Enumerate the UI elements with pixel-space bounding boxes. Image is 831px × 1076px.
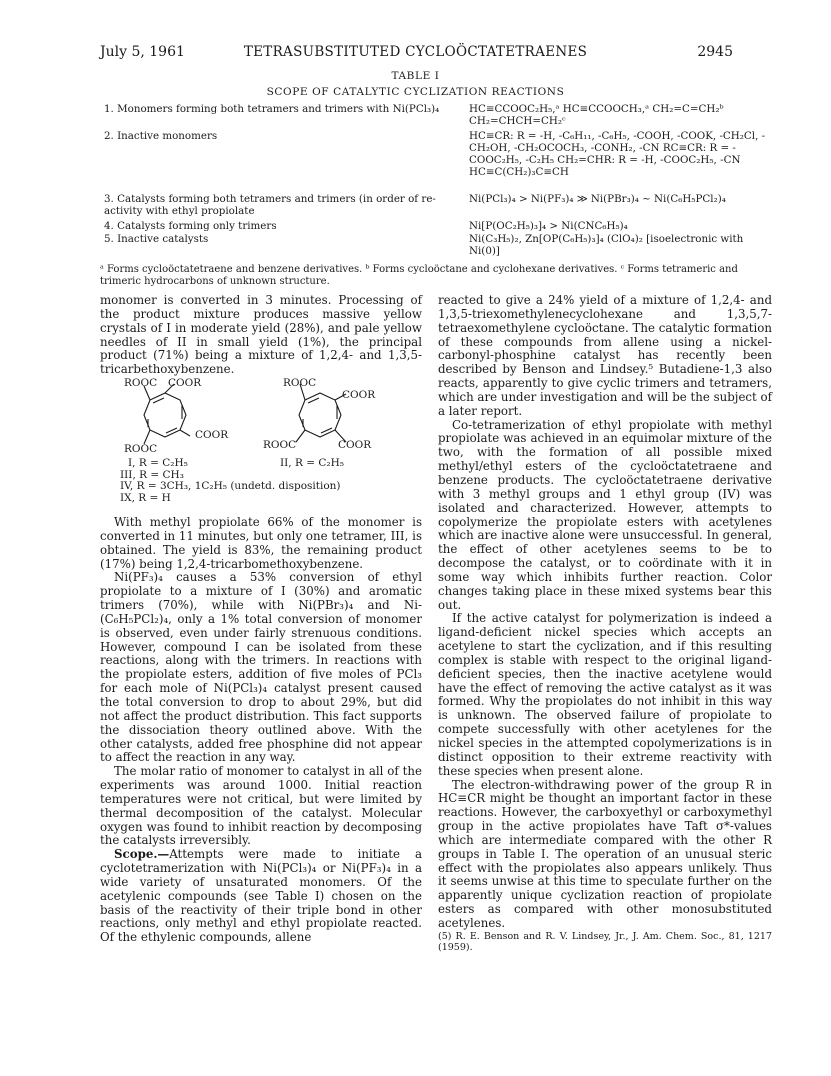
section-heading: Scope.— — [114, 847, 170, 862]
paragraph: The electron-withdrawing power of the group R in HC≡CR might be thought an important factor in these reactions. However, the carboxyethyl or carboxymethyl group in the active propiolates have Taft σ*-values which are intermediate compared with the other R groups in Table I. The operation of an unusual steric effect with the propiolates also appears unlikely. Thus it seems unwise at this time to speculate further on the apparently unique cyclization reaction of propiolate esters as compared with other monosubstituted acetylenes. — [438, 777, 772, 930]
substituent-label: ROOC — [263, 439, 297, 451]
table-row-right: HC≡CCOOC₂H₅,ᵃ HC≡CCOOCH₃,ᵃ CH₂=C=CH₂ᵇ CH₂=CHCH=CH₂ᶜ — [469, 103, 724, 127]
substituent-label: COOR — [168, 377, 202, 389]
paragraph: monomer is converted in 3 minutes. Processing of the product mixture produces massive yellow crystals of I in moderate yield (28%), and pale yellow needles of II in small yield (1%), the principal product (71%) being a mixture of 1,2,4- and 1,3,5-tricarbethoxybenzene. — [100, 293, 422, 377]
structure-figure — [120, 378, 420, 513]
compound-label: IV, R = 3CH₃, 1C₂H₅ (undetd. disposition) — [120, 480, 341, 492]
reference-footnote: (5) R. E. Benson and R. V. Lindsey, Jr., J. Am. Chem. Soc., 81, 1217 (1959). — [438, 930, 772, 954]
header-page-number: 2945 — [697, 44, 733, 60]
paragraph: If the active catalyst for polymerization is indeed a ligand-deficient nickel species which accepts an acetylene to start the cyclization, and if this resulting complex is stable with respect to the original ligand-deficient species, then the inactive acetylene would have the effect of removing the active catalyst as it was formed. Why the propiolates do not inhibit in this way is unknown. The observed failure of propiolate to compete successfully with other acetylenes for the nickel species in the attempted copolymerizations is in distinct opposition to their extreme reactivity with these species when present alone. — [438, 611, 772, 778]
table-row-right: HC≡CR: R = -H, -C₆H₁₁, -C₆H₅, -COOH, -COOK, -CH₂Cl, -CH₂OH, -CH₂OCOCH₃, -CONH₂, -CN RC≡CR: R = -COOC₂H₅, -C₂H₅ CH₂=CHR: R = -H, -COOC₂H₅, -CN HC≡C(CH₂)₃C≡CH — [469, 130, 766, 178]
table-row-right: Ni(PCl₃)₄ > Ni(PF₃)₄ ≫ Ni(PBr₃)₄ ∼ Ni(C₆H₅PCl₂)₄ — [469, 193, 726, 205]
paragraph — [100, 848, 422, 945]
table-label: TABLE I — [391, 70, 440, 82]
paragraph-text: Attempts were made to initiate a cyclotetramerization with Ni(PCl₃)₄ or Ni(PF₃)₄ in a wide variety of unsaturated monomers. Of the acetylenic compounds (see Table I) chosen on the basis of the reactivity of their triple bond in other reactions, only methyl and ethyl propiolate reacted. Of the ethylenic compounds, allene — [100, 847, 422, 945]
table-row-left: 4. Catalysts forming only trimers — [104, 220, 277, 232]
table-row-left: 5. Inactive catalysts — [104, 233, 209, 245]
left-column-bottom — [100, 516, 422, 945]
compound-label: IX, R = H — [120, 491, 171, 504]
substituent-label: ROOC — [283, 377, 317, 389]
substituent-label: COOR — [342, 389, 376, 401]
substituent-label: ROOC — [124, 443, 158, 455]
substituent-label: COOR — [338, 439, 372, 451]
table-row-left: 1. Monomers forming both tetramers and trimers with Ni(PCl₃)₄ — [104, 103, 440, 115]
paragraph: With methyl propiolate 66% of the monomer is converted in 11 minutes, but only one tetramer, III, is obtained. The yield is 83%, the remaining product (17%) being 1,2,4-tricarbomethoxybenzene. — [100, 515, 422, 571]
compound-label: II, R = C₂H₅ — [280, 457, 344, 469]
table-row-right: Ni(C₃H₅)₂, Zn[OP(C₆H₅)₃]₄ (ClO₄)₂ [isoelectronic with Ni(0)] — [469, 233, 744, 257]
paragraph: reacted to give a 24% yield of a mixture of 1,2,4- and 1,3,5-triexomethylenecyclohexane and 1,3,5,7-tetraexomethylene cycloöctane. The catalytic formation of these compounds from allene using a nickel-carbonyl-phosphine catalyst has recently been described by Benson and Lindsey.⁵ Butadiene-1,3 also reacts, apparently to give cyclic trimers and tetramers, which are under investigation and will be the subject of a later report. — [438, 293, 772, 418]
table-row-left: 3. Catalysts forming both tetramers and trimers (in order of re-activity with ethyl propiolate — [104, 193, 436, 217]
substituent-label: ROOC — [124, 377, 158, 389]
table-row-left: 2. Inactive monomers — [104, 130, 218, 142]
paragraph: The molar ratio of monomer to catalyst in all of the experiments was around 1000. Initial reaction temperatures were not critical, but were limited by thermal decomposition of the catalyst. Molecular oxygen was found to inhibit reaction by decomposing the catalysts irreversibly. — [100, 764, 422, 848]
compound-label: I, R = C₂H₅ — [128, 457, 188, 469]
left-column-top — [100, 294, 422, 377]
compound-label: III, R = CH₃ — [120, 468, 184, 481]
table-footnote: ᵃ Forms cycloöctatetraene and benzene derivatives. ᵇ Forms cycloöctane and cyclohexane derivatives. ᶜ Forms tetrameric and trimeric hydrocarbons of unknown structure. — [100, 264, 738, 287]
table-caption: SCOPE OF CATALYTIC CYCLIZATION REACTIONS — [266, 86, 565, 98]
table-row-right: Ni[P(OC₂H₅)₃]₄ > Ni(CNC₆H₅)₄ — [469, 220, 628, 232]
header-date: July 5, 1961 — [100, 44, 185, 60]
right-column — [438, 294, 772, 954]
header-title: TETRASUBSTITUTED CYCLOÖCTATETRAENES — [243, 44, 588, 60]
compound-labels — [120, 458, 410, 504]
paragraph: Ni(PF₃)₄ causes a 53% conversion of ethyl propiolate to a mixture of I (30%) and aromatic trimers (70%), while with Ni(PBr₃)₄ and Ni-(C₆H₅PCl₂)₄, only a 1% total conversion of monomer is observed, even under fairly strenuous conditions. However, compound I can be isolated from these reactions, along with the trimers. In reactions with the propiolate esters, addition of five moles of PCl₃ for each mole of Ni(PCl₃)₄ catalyst present caused the total conversion to drop to about 29%, but did not affect the product distribution. This fact supports the dissociation theory outlined above. With the other catalysts, added free phosphine did not appear to affect the reaction in any way. — [100, 570, 422, 765]
substituent-label: COOR — [195, 429, 229, 441]
paragraph: Co-tetramerization of ethyl propiolate with methyl propiolate was achieved in an equimolar mixture of the two, with the formation of all possible mixed methyl/ethyl esters of the cycloöctatetraene and benzene products. The cycloöctatetraene derivative with 3 methyl groups and 1 ethyl group (IV) was isolated and characterized. However, attempts to copolymerize the propiolate esters with acetylenes which are inactive alone were unsuccessful. In general, the effect of other acetylenes seems to be to decompose the catalyst, or to coördinate with it in some way which inhibits further reaction. Color changes taking place in these mixed systems bear this out. — [438, 417, 772, 612]
